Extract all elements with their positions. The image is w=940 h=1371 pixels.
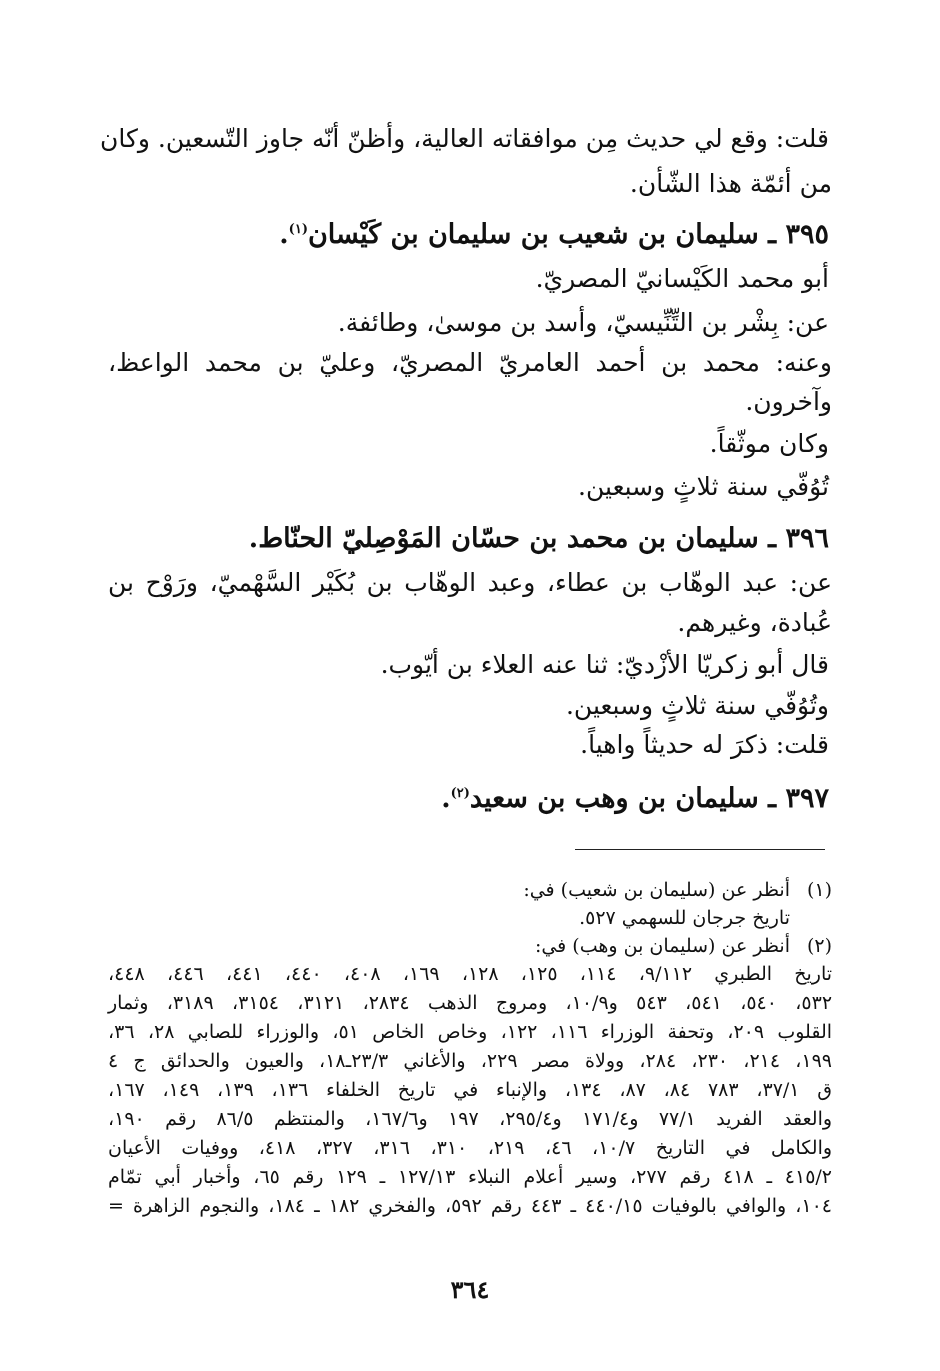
footnote-line: ق ٣٧/١، ٧٨٣ ٨٤، ٨٧، ١٣٤، والإنباء في تاريخ الخلفاء ١٣٦، ١٣٩، ١٤٩، ١٦٧،	[108, 1079, 833, 1101]
entry-teachers: عن: عبد الوهّاب بن عطاء، وعبد الوهّاب بن بُكَيْر السَّهْميّ، ورَوْح بن	[108, 568, 832, 597]
footnote-line: تاريخ الطبري ٩/١١٢، ١١٤، ١٢٥، ١٢٨، ١٦٩، ٤٠٨، ٤٤٠، ٤٤١، ٤٤٦، ٤٤٨،	[108, 963, 833, 985]
text-line: من أئمّة هذا الشّأن.	[629, 169, 832, 198]
entry-reliability: وكان موثّقاً.	[709, 429, 829, 458]
heading-end: .	[441, 783, 451, 814]
footnote-line: القلوب ٢٠٩، وتحفة الوزراء ١١٦، ١٢٢، وخاص الخاص ٥١، والوزراء للصابي ٢٨، ٣٦،	[108, 1021, 833, 1043]
footnote-line: تاريخ جرجان للسهمي ٥٢٧.	[579, 907, 790, 929]
footnote-line: أنظر عن (سليمان بن وهب) في:	[534, 935, 790, 957]
footnote-line: أنظر عن (سليمان بن شعيب) في:	[523, 879, 790, 901]
footnote-separator	[575, 849, 825, 850]
entry-heading-text: ٣٩٥ ـ سليمان بن شعيب بن سليمان بن كَيْسان	[307, 219, 829, 250]
footnote-line: ٥٣٢، ٥٤٠، ٥٤١، ٥٤٣ و١٠/٩، ومروج الذهب ٢٨٣٤، ٣١٢١، ٣١٥٤، ٣١٨٩، وثمار	[108, 992, 833, 1014]
entry-kunya: أبو محمد الكَيْسانيّ المصريّ.	[535, 264, 829, 293]
entry-heading-396: ٣٩٦ ـ سليمان بن محمد بن حسّان المَوْصِليّ الحنّاط.	[248, 523, 829, 554]
entry-heading-397	[441, 782, 829, 816]
footnote-line: ٤١٥/٢ ـ ٤١٨ رقم ٢٧٧، وسير أعلام النبلاء ١٢٧/١٣ ـ ١٢٩ رقم ٦٥، وأخبار أبي تمّام	[108, 1166, 833, 1188]
text-line: قلت: وقع لي حديث مِن موافقاته العالية، وأظنّ أنّه جاوز التّسعين. وكان	[99, 124, 829, 153]
entry-teachers: عن: بِشْر بن التِّنِّيسيّ، وأسد بن موسىٰ، وطائفة.	[337, 308, 829, 337]
entry-quote: قال أبو زكريّا الأزْديّ: ثنا عنه العلاء بن أيّوب.	[380, 650, 829, 679]
footnote-number: (٢)	[806, 935, 832, 957]
entry-note: قلت: ذكرَ له حديثاً واهياً.	[580, 730, 829, 759]
entry-heading-395	[279, 218, 829, 252]
footnote-number: (١)	[806, 879, 832, 901]
entry-students-cont: وآخرون.	[745, 387, 832, 416]
entry-death: وتُوُفّي سنة ثلاثٍ وسبعين.	[565, 691, 829, 720]
entry-teachers-cont: عُبادة، وغيرهم.	[677, 608, 832, 637]
heading-end: .	[279, 219, 289, 250]
entry-death: تُوُفّي سنة ثلاثٍ وسبعين.	[578, 472, 829, 501]
footnote-line: ١٠٤، والوافي بالوفيات ٤٤٠/١٥ ـ ٤٤٣ رقم ٥٩٢، والفخري ١٨٢ ـ ١٨٤، والنجوم الزاهرة =	[108, 1195, 833, 1217]
page-number: ٣٦٤	[450, 1275, 490, 1304]
footnote-line: والعقد الفريد ٧٧/١ و١٧١/٤ و٢٩٥/٤، ١٩٧ و١٦٧/٦، والمنتظم ٨٦/٥ رقم ١٩٠،	[108, 1108, 833, 1130]
entry-heading-text: ٣٩٧ ـ سليمان بن وهب بن سعيد	[469, 783, 829, 814]
footnote-marker: (١)	[288, 222, 308, 237]
footnote-line: ١٩٩، ٢١٤، ٢٣٠، ٢٨٤، وولاة مصر ٢٢٩، والأغاني ٢٣/٣ـ١٨، والعيون والحدائق ج ٤	[108, 1050, 833, 1072]
footnote-line: والكامل في التاريخ ١٠/٧، ٤٦، ٢١٩، ٣١٠، ٣١٦، ٣٢٧، ٤١٨، ووفيات الأعيان	[108, 1137, 833, 1159]
entry-students: وعنه: محمد بن أحمد العامريّ المصريّ، وعليّ بن محمد الواعظ،	[108, 348, 832, 377]
footnote-marker: (٢)	[450, 786, 470, 801]
